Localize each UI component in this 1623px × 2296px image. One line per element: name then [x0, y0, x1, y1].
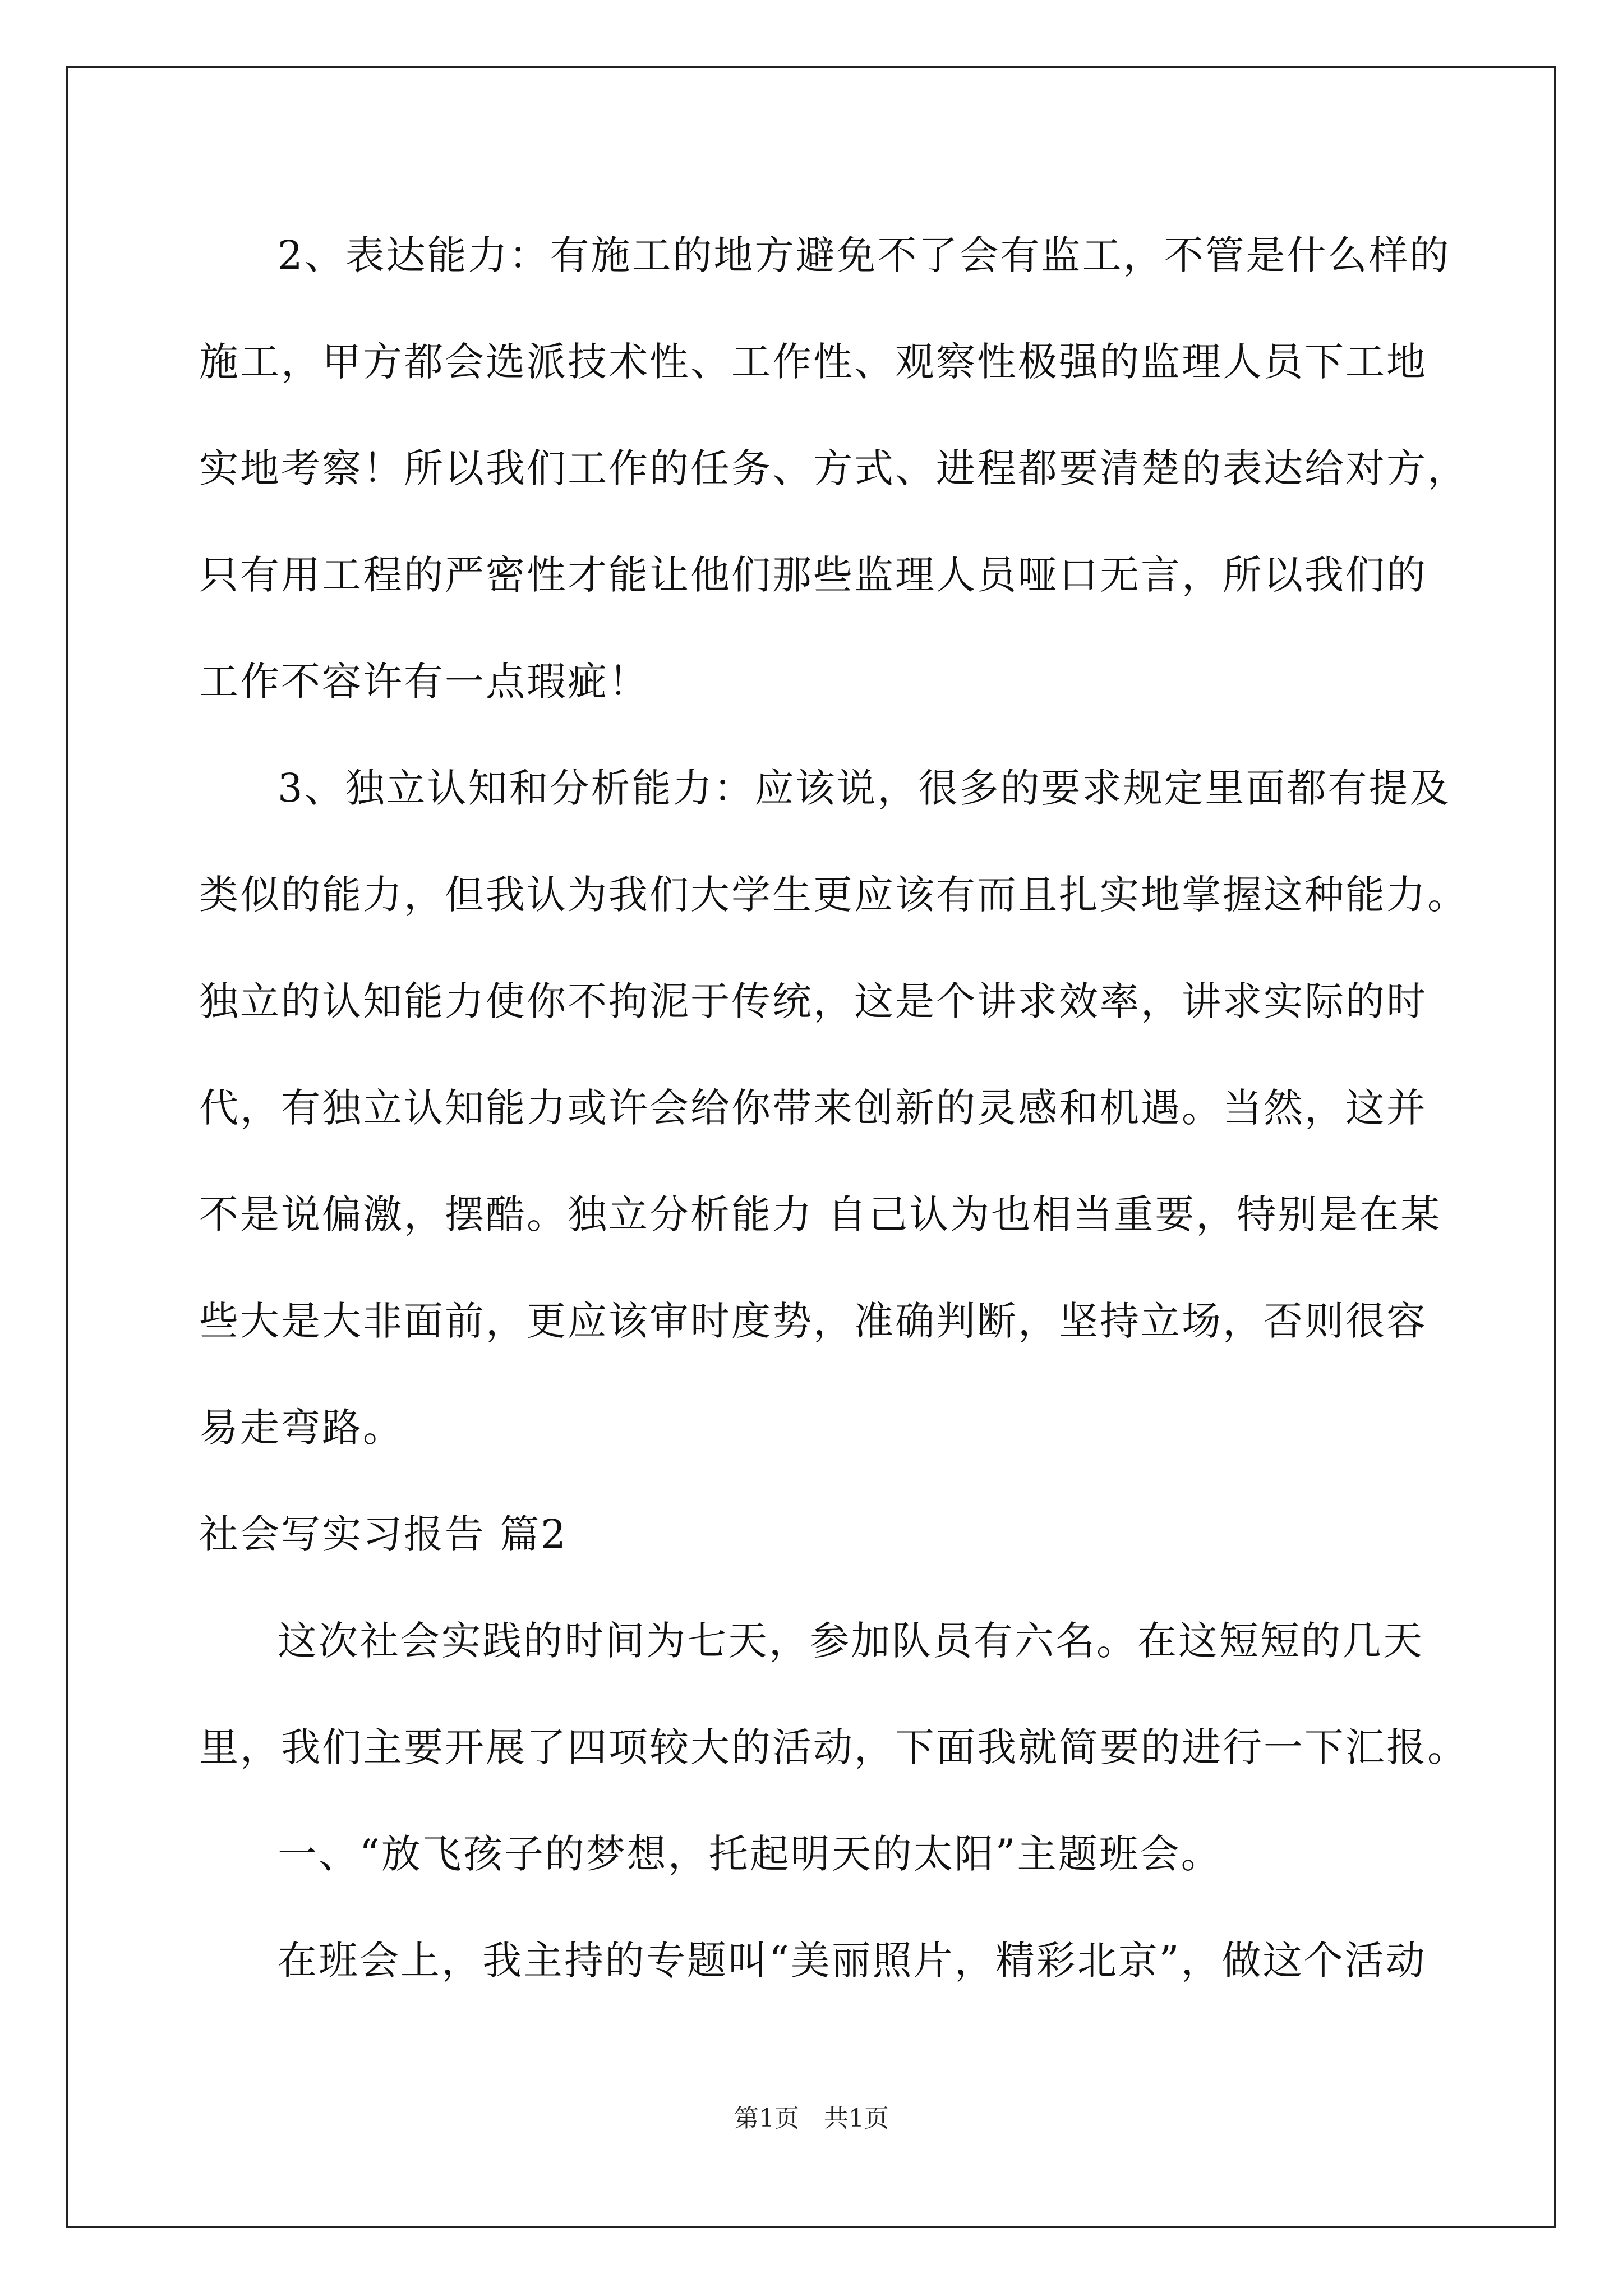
paragraph-line: 只有用工程的严密性才能让他们那些监理人员哑口无言，所以我们的	[199, 552, 1427, 598]
paragraph-line: 里，我们主要开展了四项较大的活动，下面我就简要的进行一下汇报。	[199, 1724, 1468, 1770]
section-heading: 社会写实习报告 篇2	[199, 1511, 568, 1557]
paragraph-line: 一、“放飞孩子的梦想，托起明天的太阳”主题班会。	[278, 1831, 1222, 1877]
paragraph-line: 不是说偏激，摆酷。独立分析能力 自己认为也相当重要，特别是在某	[199, 1191, 1442, 1237]
paragraph-line: 在班会上，我主持的专题叫“美丽照片，精彩北京”，做这个活动	[278, 1938, 1427, 1984]
paragraph-line: 代，有独立认知能力或许会给你带来创新的灵感和机遇。当然，这并	[199, 1085, 1427, 1131]
paragraph-line: 施工，甲方都会选派技术性、工作性、观察性极强的监理人员下工地	[199, 339, 1427, 385]
document-body	[199, 202, 1468, 2014]
paragraph-line: 些大是大非面前，更应该审时度势，准确判断，坚持立场，否则很容	[199, 1298, 1427, 1344]
paragraph-line: 实地考察！所以我们工作的任务、方式、进程都要清楚的表达给对方，	[199, 445, 1468, 491]
paragraph-line: 这次社会实践的时间为七天，参加队员有六名。在这短短的几天	[278, 1618, 1424, 1664]
paragraph-line: 易走弯路。	[199, 1405, 404, 1451]
paragraph-line: 2、表达能力：有施工的地方避免不了会有监工，不管是什么样的	[278, 232, 1451, 278]
paragraph-line: 类似的能力，但我认为我们大学生更应该有而且扎实地掌握这种能力。	[199, 872, 1468, 918]
paragraph-line: 工作不容许有一点瑕疵！	[199, 659, 649, 705]
paragraph-line: 3、独立认知和分析能力：应该说，很多的要求规定里面都有提及	[278, 765, 1451, 811]
page-footer: 第1页 共1页	[734, 2104, 889, 2133]
paragraph-line: 独立的认知能力使你不拘泥于传统，这是个讲求效率，讲求实际的时	[199, 978, 1427, 1024]
